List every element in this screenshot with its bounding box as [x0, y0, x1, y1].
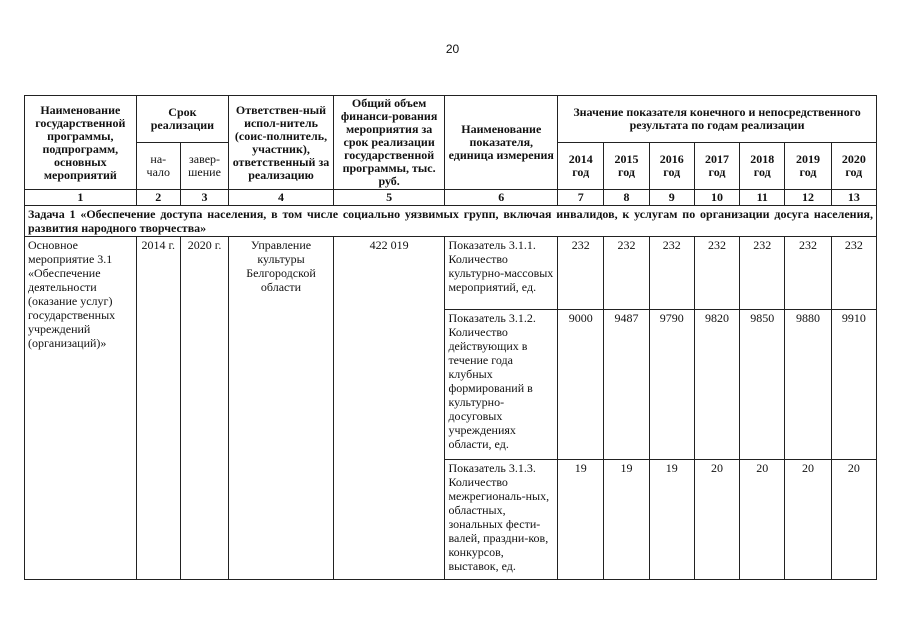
indicator-value: 19	[649, 460, 694, 580]
header-year: 2020 год	[831, 143, 876, 190]
indicator-value: 232	[831, 237, 876, 310]
column-number: 3	[180, 190, 228, 206]
indicator-row	[25, 237, 877, 310]
header-year: 2018 год	[740, 143, 785, 190]
measure-start: 2014 г.	[136, 237, 180, 580]
column-number: 13	[831, 190, 876, 206]
header-responsible: Ответствен-ный испол-нитель (соис-полнитель, участник), ответственный за реализацию	[229, 96, 334, 190]
column-number: 6	[445, 190, 558, 206]
header-year: 2017 год	[694, 143, 739, 190]
header-financing: Общий объем финанси-рования мероприятия за срок реализации государственной программы, тыс. руб.	[333, 96, 445, 190]
column-number: 1	[25, 190, 137, 206]
measure-name: Основное мероприятие 3.1 «Обеспечение деятельности (оказание услуг) государственных учреждений (организаций)»	[25, 237, 137, 580]
indicator-value: 20	[785, 460, 831, 580]
indicator-value: 232	[649, 237, 694, 310]
indicator-value: 232	[740, 237, 785, 310]
task-title: Задача 1 «Обеспечение доступа населения, в том числе социально уязвимых групп, включая инвалидов, к услугам по организации досуга населения, развития народного творчества»	[25, 206, 877, 237]
header-term-end: завер-шение	[180, 143, 228, 190]
task-row	[25, 206, 877, 237]
indicator-value: 20	[740, 460, 785, 580]
header-year: 2014 год	[558, 143, 604, 190]
header-row-1	[25, 96, 877, 143]
indicator-value: 232	[604, 237, 649, 310]
column-number: 5	[333, 190, 445, 206]
indicator-name: Показатель 3.1.2. Количество действующих в течение года клубных формирований в культурно-досуговых учреждениях области, ед.	[445, 310, 558, 460]
column-number: 11	[740, 190, 785, 206]
header-term: Срок реализации	[136, 96, 229, 143]
column-number: 8	[604, 190, 649, 206]
indicator-value: 9850	[740, 310, 785, 460]
indicator-value: 19	[604, 460, 649, 580]
header-year: 2015 год	[604, 143, 649, 190]
header-program-name: Наименование государственной программы, подпрограмм, основных мероприятий	[25, 96, 137, 190]
indicator-value: 9910	[831, 310, 876, 460]
indicator-value: 9820	[694, 310, 739, 460]
header-indicator: Наименование показателя, единица измерения	[445, 96, 558, 190]
column-number: 4	[229, 190, 334, 206]
indicator-value: 232	[558, 237, 604, 310]
indicator-value: 9790	[649, 310, 694, 460]
header-term-start: на-чало	[136, 143, 180, 190]
column-numbers-row	[25, 190, 877, 206]
header-year: 2016 год	[649, 143, 694, 190]
measure-responsible: Управление культуры Белгородской области	[229, 237, 334, 580]
measure-end: 2020 г.	[180, 237, 228, 580]
indicator-value: 9880	[785, 310, 831, 460]
indicator-value: 232	[785, 237, 831, 310]
indicator-value: 232	[694, 237, 739, 310]
indicator-name: Показатель 3.1.3. Количество межрегиональ-ных, областных, зональных фести-валей, праздни-ков, конкурсов, выставок, ед.	[445, 460, 558, 580]
column-number: 12	[785, 190, 831, 206]
indicator-value: 20	[831, 460, 876, 580]
measure-financing: 422 019	[333, 237, 445, 580]
column-number: 9	[649, 190, 694, 206]
indicator-name: Показатель 3.1.1. Количество культурно-массовых мероприятий, ед.	[445, 237, 558, 310]
indicator-value: 9000	[558, 310, 604, 460]
indicator-value: 19	[558, 460, 604, 580]
indicator-value: 20	[694, 460, 739, 580]
header-year: 2019 год	[785, 143, 831, 190]
page-number: 20	[445, 42, 460, 56]
column-number: 7	[558, 190, 604, 206]
header-values: Значение показателя конечного и непосредственного результата по годам реализации	[558, 96, 877, 143]
indicator-value: 9487	[604, 310, 649, 460]
program-table	[24, 95, 877, 580]
column-number: 2	[136, 190, 180, 206]
column-number: 10	[694, 190, 739, 206]
